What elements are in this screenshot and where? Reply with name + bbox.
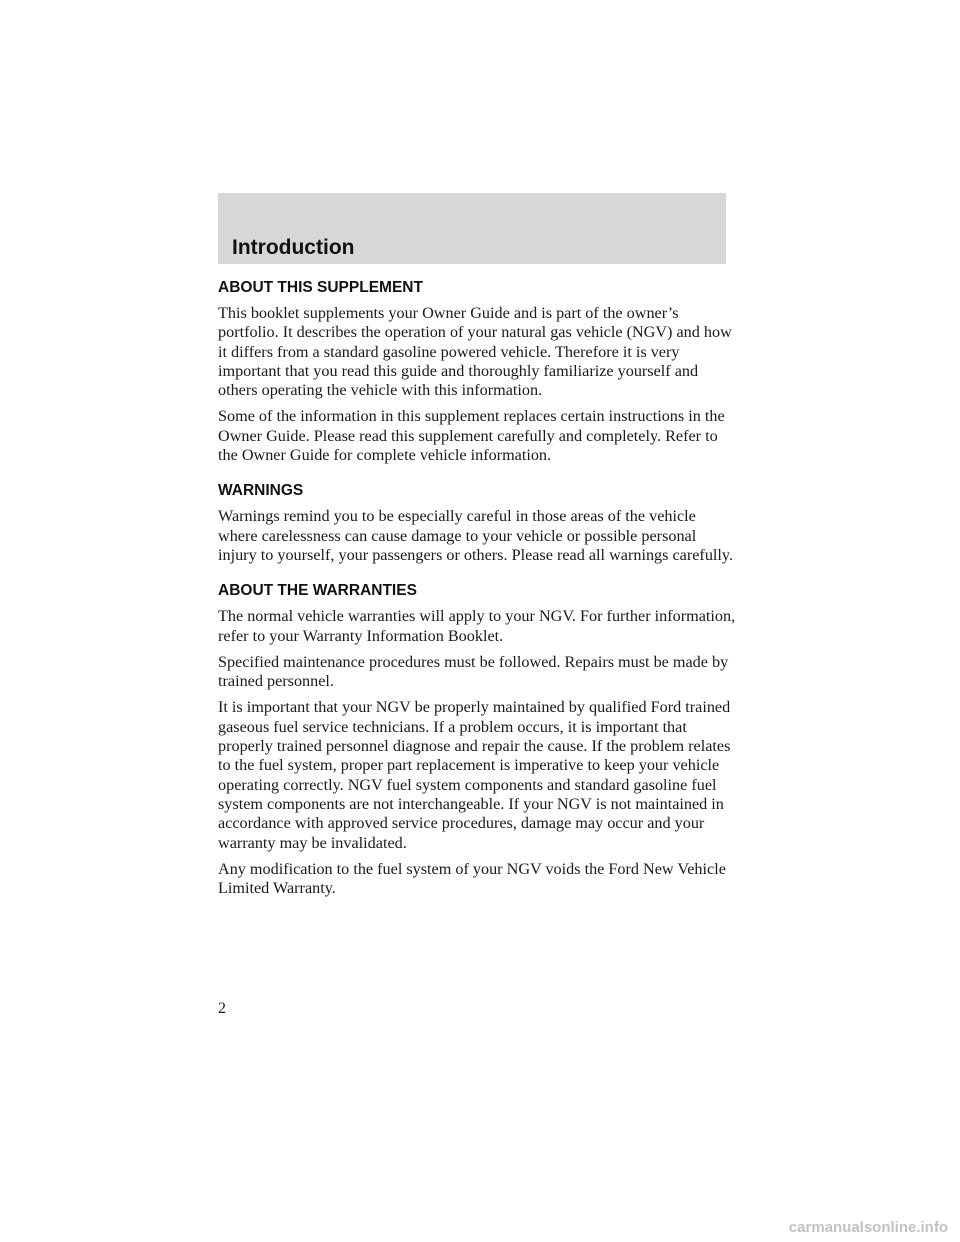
watermark: carmanualsonline.info (788, 1219, 948, 1236)
paragraph: Some of the information in this supplement replaces certain instructions in the Owner Guide. Please read this supplement carefully and completely. Refer to the Owner Guide for complete vehicle information. (218, 407, 725, 465)
section-heading: WARNINGS (218, 482, 304, 500)
document-body (218, 278, 738, 905)
section-heading: ABOUT THE WARRANTIES (218, 582, 417, 600)
paragraph: Any modification to the fuel system of your NGV voids the Ford New Vehicle Limited Warranty. (218, 859, 726, 898)
section-about-warranties (218, 581, 738, 898)
paragraph: Specified maintenance procedures must be followed. Repairs must be made by trained personnel. (218, 652, 729, 691)
paragraph: It is important that your NGV be properly maintained by qualified Ford trained gaseous fuel service technicians. If a problem occurs, it is important that properly trained personnel diagnose and repair the cause. If the problem relates to the fuel system, proper part replacement is imperative to keep your vehicle operating correctly. NGV fuel system components and standard gasoline fuel system components are not interchangeable. If your NGV is not maintained in accordance with approved service procedures, damage may occur and your warranty may be invalidated. (218, 698, 731, 852)
paragraph: This booklet supplements your Owner Guide and is part of the owner’s portfolio. It describes the operation of your natural gas vehicle (NGV) and how it differs from a standard gasoline powered vehicle. Therefore it is very important that you read this guide and thoroughly familiarize yourself and others operating the vehicle with this information. (218, 304, 732, 400)
section-header-band (218, 193, 726, 264)
page-number: 2 (218, 1000, 226, 1017)
section-heading: ABOUT THIS SUPPLEMENT (218, 279, 423, 296)
section-warnings (218, 481, 738, 565)
page-title: Introduction (232, 236, 355, 259)
paragraph: The normal vehicle warranties will apply to your NGV. For further information, refer to your Warranty Information Booklet. (218, 607, 736, 645)
paragraph: Warnings remind you to be especially careful in those areas of the vehicle where carelessness can cause damage to your vehicle or possible personal injury to yourself, your passengers or others. Please read all warnings carefully. (218, 507, 733, 564)
section-about-supplement (218, 278, 738, 465)
